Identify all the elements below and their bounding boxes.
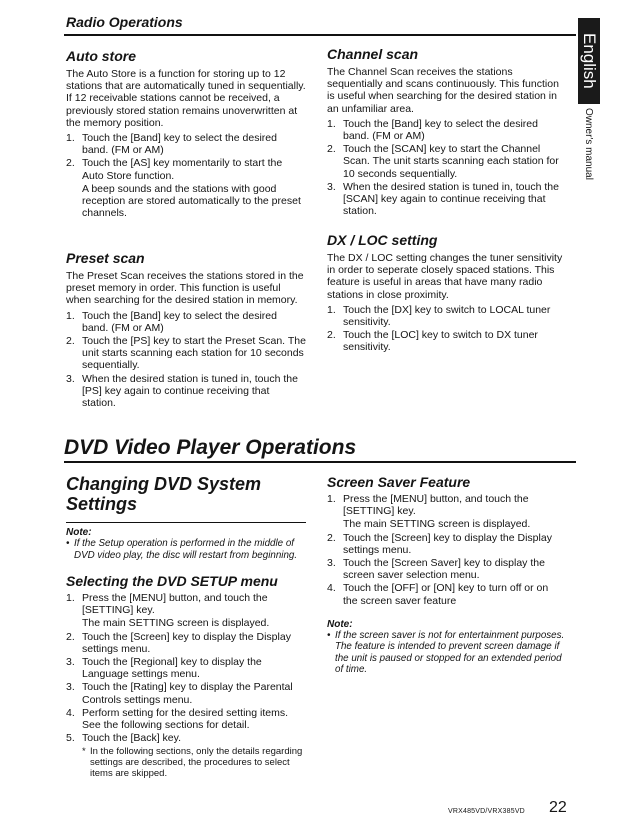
list-item: 1. Press the [MENU] button, and touch the [SETTING] key.: [66, 592, 268, 617]
dx-loc-section: [327, 232, 565, 355]
dvd-heading: DVD Video Player Operations: [64, 436, 357, 459]
dx-loc-steps: [327, 304, 565, 354]
dvd-setup-title: Selecting the DVD SETUP menu: [66, 573, 278, 589]
list-item: The main SETTING screen is displayed.: [82, 617, 270, 630]
channel-scan-section: [327, 46, 565, 218]
list-item: 2. Touch the [Screen] key to display the Display settings menu.: [327, 531, 552, 556]
header-rule: [64, 34, 576, 36]
list-item: 2. Touch the [SCAN] key to start the Channel Scan. The unit starts scanning each station for 10 seconds sequentially.: [327, 143, 559, 180]
list-item: 4. Perform setting for the desired setting items. See the following sections for detail.: [66, 706, 289, 732]
channel-scan-title: Channel scan: [327, 46, 419, 62]
changing-settings-rule: [66, 522, 306, 523]
auto-store-title: Auto store: [66, 48, 136, 64]
screen-saver-note-label: Note:: [327, 618, 353, 630]
list-item: 1. Touch the [Band] key to select the desired band. (FM or AM): [66, 132, 277, 157]
list-item: 3. Touch the [Regional] key to display the Language settings menu.: [66, 656, 262, 681]
owners-manual-label: Owner's manual: [583, 108, 594, 180]
page-number: 22: [549, 799, 567, 816]
list-item: The main SETTING screen is displayed.: [343, 518, 531, 531]
list-item: 1. Touch the [Band] key to select the desired band. (FM or AM): [66, 309, 277, 334]
auto-store-section: [66, 48, 306, 220]
channel-scan-intro: The Channel Scan receives the stations sequentially and scans continuously. This function is useful when searching for the desired station in an unfamiliar area.: [327, 66, 559, 115]
list-item: 2. Touch the [AS] key momentarily to start the Auto Store function.: [66, 157, 283, 182]
dvd-setup-section: [66, 573, 306, 779]
changing-settings-note: • If the Setup operation is performed in the middle of DVD video play, the disc will restart from beginning.: [66, 538, 298, 561]
language-tab-label: English: [580, 33, 599, 89]
dvd-setup-subnote: * In the following sections, only the details regarding settings are described, the procedures to select items are skipped.: [82, 746, 303, 780]
screen-saver-note: • If the screen saver is not for entertainment purposes. The feature is intended to prevent screen damage if the unit is paused or stopped for an extended period of time.: [327, 629, 565, 676]
screen-saver-steps: [327, 493, 565, 607]
language-tab: [578, 18, 600, 104]
dvd-heading-rule: [64, 461, 576, 463]
preset-scan-steps: [66, 310, 306, 410]
header-title: Radio Operations: [66, 14, 183, 30]
list-item: 1. Touch the [DX] key to switch to LOCAL tuner sensitivity.: [327, 303, 551, 329]
preset-scan-title: Preset scan: [66, 250, 145, 266]
list-item: 3. Touch the [Screen Saver] key to display the screen saver selection menu.: [327, 557, 545, 582]
dx-loc-title: DX / LOC setting: [327, 232, 438, 248]
list-item: 3. When the desired station is tuned in, touch the [SCAN] key again to continue receiving that station.: [327, 180, 559, 218]
footer-model: VRX485VD/VRX385VD: [448, 808, 525, 815]
changing-settings-note-label: Note:: [66, 527, 92, 538]
list-item: 2. Touch the [LOC] key to switch to DX tuner sensitivity.: [327, 329, 538, 354]
dx-loc-intro: The DX / LOC setting changes the tuner sensitivity in order to seperate closely spaced stations. This feature is useful in areas that have many radio stations in close proximity.: [327, 252, 563, 301]
screen-saver-section: [327, 474, 565, 676]
list-item: 3. When the desired station is tuned in, touch the [PS] key again to continue receiving that station.: [66, 372, 298, 410]
list-item: 1. Touch the [Band] key to select the desired band. (FM or AM): [327, 117, 538, 143]
list-item: 1. Press the [MENU] button, and touch the [SETTING] key.: [327, 493, 529, 518]
auto-store-steps: [66, 132, 306, 219]
preset-scan-intro: The Preset Scan receives the stations stored in the preset memory in order. This function is useful when searching for the desired station in memory.: [66, 270, 304, 307]
list-item: 5. Touch the [Back] key.: [66, 732, 182, 745]
list-item: 2. Touch the [PS] key to start the Preset Scan. The unit starts scanning each station for 10 seconds sequentially.: [66, 335, 306, 372]
list-item: 3. Touch the [Rating] key to display the Parental Controls settings menu.: [66, 681, 293, 706]
page-header: [66, 14, 578, 30]
list-item: A beep sounds and the stations with good reception are stored automatically to the preset channels.: [82, 182, 301, 220]
dvd-setup-steps: [66, 592, 306, 744]
changing-settings-section: [66, 474, 306, 561]
changing-settings-title-2: Settings: [66, 494, 138, 514]
list-item: 4. Touch the [OFF] or [ON] key to turn off or on the screen saver feature: [327, 582, 549, 607]
channel-scan-steps: [327, 118, 565, 218]
list-item: 2. Touch the [Screen] key to display the Display settings menu.: [66, 630, 291, 655]
changing-settings-title-1: Changing DVD System: [66, 474, 262, 494]
preset-scan-section: [66, 250, 306, 410]
auto-store-intro: The Auto Store is a function for storing up to 12 stations that are automatically tuned in sequentially. If 12 receivable stations cannot be received, a previously stored station remains unoverwritten at the memory position.: [66, 68, 306, 129]
screen-saver-title: Screen Saver Feature: [327, 474, 471, 490]
